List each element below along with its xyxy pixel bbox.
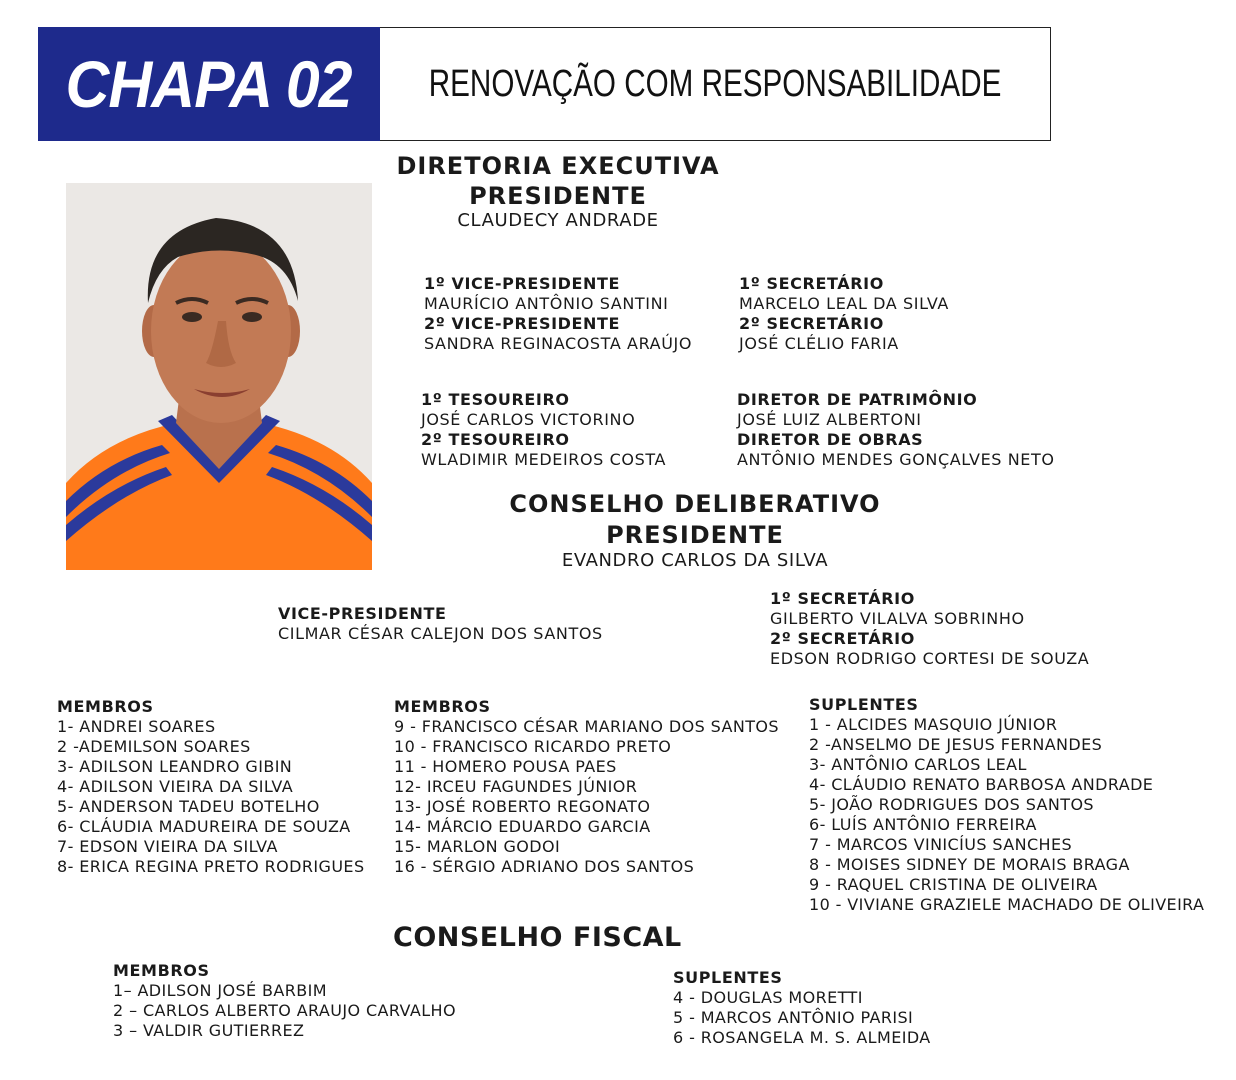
list-item: 9 - RAQUEL CRISTINA DE OLIVEIRA [809,875,1098,894]
deliberativo-title: CONSELHO DELIBERATIVO [509,490,881,518]
list-item: 4 - DOUGLAS MORETTI [673,988,863,1007]
list-item: 3- ANTÔNIO CARLOS LEAL [809,755,1027,774]
role-label: 1º VICE-PRESIDENTE [424,274,621,293]
slogan-area [380,27,1051,141]
role-block-diretores [737,390,1055,470]
list-item: 2 – CARLOS ALBERTO ARAUJO CARVALHO [113,1001,456,1020]
list-item: 6 - ROSANGELA M. S. ALMEIDA [673,1028,931,1047]
deliberativo-president-label: PRESIDENTE [606,521,784,549]
list-item: 2 -ANSELMO DE JESUS FERNANDES [809,735,1103,754]
slogan-text: RENOVAÇÃO COM RESPONSABILIDADE [429,62,1002,105]
role-label: 1º SECRETÁRIO [770,589,915,608]
list-item: 5- JOÃO RODRIGUES DOS SANTOS [809,795,1094,814]
membros-label: MEMBROS [57,697,154,716]
fiscal-title: CONSELHO FISCAL [393,922,682,953]
role-name: JOSÉ CLÉLIO FARIA [739,334,899,353]
role-name: EDSON RODRIGO CORTESI DE SOUZA [770,649,1090,668]
membros-list-2 [394,717,779,877]
suplentes-label: SUPLENTES [809,695,919,714]
role-label: 2º SECRETÁRIO [770,629,915,648]
membros-col2 [394,697,779,877]
role-name: MAURÍCIO ANTÔNIO SANTINI [424,294,669,313]
role-label: 1º TESOUREIRO [421,390,570,409]
role-name: GILBERTO VILALVA SOBRINHO [770,609,1025,628]
list-item: 4- CLÁUDIO RENATO BARBOSA ANDRADE [809,775,1154,794]
list-item: 4- ADILSON VIEIRA DA SILVA [57,777,294,796]
membros-list-1 [57,717,365,877]
list-item: 1 - ALCIDES MASQUIO JÚNIOR [809,715,1058,734]
role-name: SANDRA REGINACOSTA ARAÚJO [424,334,693,353]
suplentes-list [809,715,1204,915]
deliberativo-vice [278,604,603,644]
diretoria-president-label: PRESIDENTE [469,182,647,210]
suplentes-col [809,695,1204,915]
role-name: CILMAR CÉSAR CALEJON DOS SANTOS [278,624,603,643]
list-item: 1– ADILSON JOSÉ BARBIM [113,981,327,1000]
list-item: 9 - FRANCISCO CÉSAR MARIANO DOS SANTOS [394,717,779,736]
fiscal-suplentes [673,968,931,1048]
fiscal-membros [113,961,456,1041]
list-item: 5 - MARCOS ANTÔNIO PARISI [673,1008,914,1027]
fiscal-membros-list [113,981,456,1041]
list-item: 10 - FRANCISCO RICARDO PRETO [394,737,672,756]
list-item: 8 - MOISES SIDNEY DE MORAIS BRAGA [809,855,1130,874]
role-label: DIRETOR DE PATRIMÔNIO [737,390,978,409]
list-item: 5- ANDERSON TADEU BOTELHO [57,797,320,816]
list-item: 11 - HOMERO POUSA PAES [394,757,617,776]
list-item: 6- CLÁUDIA MADUREIRA DE SOUZA [57,817,351,836]
list-item: 6- LUÍS ANTÔNIO FERREIRA [809,815,1037,834]
deliberativo-president-name: EVANDRO CARLOS DA SILVA [561,550,829,571]
role-block-vp [424,274,692,354]
list-item: 15- MARLON GODOI [394,837,561,856]
role-name: JOSÉ LUIZ ALBERTONI [737,410,922,429]
membros-label: MEMBROS [113,961,210,980]
list-item: 1- ANDREI SOARES [57,717,216,736]
list-item: 13- JOSÉ ROBERTO REGONATO [394,797,651,816]
role-label: VICE-PRESIDENTE [278,604,447,623]
role-label: 2º VICE-PRESIDENTE [424,314,621,333]
membros-label: MEMBROS [394,697,491,716]
deliberativo-secretarios [770,589,1089,669]
role-name: ANTÔNIO MENDES GONÇALVES NETO [737,450,1055,469]
role-block-tesoureiros [421,390,666,470]
list-item: 7- EDSON VIEIRA DA SILVA [57,837,278,856]
role-label: 2º SECRETÁRIO [739,314,884,333]
list-item: 3 – VALDIR GUTIERREZ [113,1021,305,1040]
chapa-banner [38,27,380,141]
role-name: MARCELO LEAL DA SILVA [739,294,949,313]
role-label: DIRETOR DE OBRAS [737,430,924,449]
fiscal-suplentes-list [673,988,931,1048]
role-label: 2º TESOUREIRO [421,430,570,449]
role-block-secretarios [739,274,949,354]
membros-col1 [57,697,365,877]
role-label: 1º SECRETÁRIO [739,274,884,293]
chapa-title: CHAPA 02 [65,47,353,121]
diretoria-president-name: CLAUDECY ANDRADE [457,210,659,231]
portrait-photo-icon [66,183,372,570]
list-item: 14- MÁRCIO EDUARDO GARCIA [394,817,651,836]
list-item: 12- IRCEU FAGUNDES JÚNIOR [394,777,638,796]
candidate-photo [66,183,372,570]
list-item: 3- ADILSON LEANDRO GIBIN [57,757,293,776]
role-name: JOSÉ CARLOS VICTORINO [421,410,636,429]
list-item: 10 - VIVIANE GRAZIELE MACHADO DE OLIVEIRA [809,895,1205,914]
suplentes-label: SUPLENTES [673,968,783,987]
diretoria-title: DIRETORIA EXECUTIVA [396,152,720,180]
list-item: 16 - SÉRGIO ADRIANO DOS SANTOS [394,857,695,876]
role-name: WLADIMIR MEDEIROS COSTA [421,450,667,469]
list-item: 7 - MARCOS VINICÍUS SANCHES [809,835,1073,854]
list-item: 8- ERICA REGINA PRETO RODRIGUES [57,857,365,876]
list-item: 2 -ADEMILSON SOARES [57,737,251,756]
